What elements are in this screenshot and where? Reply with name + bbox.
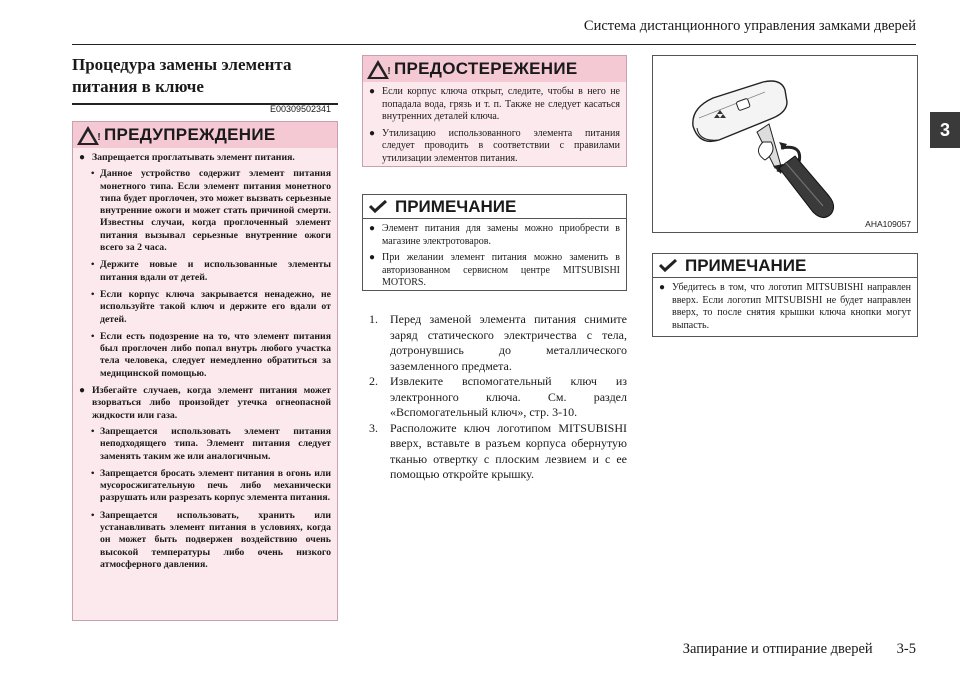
warning-subitem-text: Данное устройство содержит элемент питания монетного типа. Если элемент питания монетного типа будет проглочен, это может вызвать серьезные внутренние ожоги и может стать причиной смерти. Известны случаи, когда проглоченный элемент питания вызывал серьезные внутренние ожоги всего за 2 часа.	[100, 168, 331, 254]
page-footer	[683, 641, 916, 658]
note-item-text: Элемент питания для замены можно приобрести в магазине электротоваров.	[382, 223, 620, 247]
note-body	[653, 278, 917, 340]
warning-subitem: • Запрещается использовать элемент питания неподходящего типа. Элемент питания следует заменять таким же или аналогичным.	[91, 425, 331, 462]
warning-subitem: • Если корпус ключа закрывается ненадежно, не используйте такой ключ и держите его вдали от детей.	[91, 288, 331, 325]
caution-body	[363, 82, 626, 173]
warning-item-text: Запрещается проглатывать элемент питания.	[92, 152, 295, 163]
bullet-icon: ●	[79, 152, 86, 163]
warning-subitem-text: Держите новые и использованные элементы питания вдали от детей.	[100, 259, 331, 283]
warning-subitem-text: Запрещается использовать, хранить или устанавливать элемент питания в условиях, когда он может быть подвержен воздействию очень высокой температуры либо очень низкого атмосферного давления.	[100, 509, 331, 570]
warning-subitem-text: Запрещается бросать элемент питания в огонь или мусоросжигательную печь либо механически разрушать или разрезать корпус элемента питания.	[100, 467, 331, 504]
note-heading: ПРИМЕЧАНИЕ	[685, 255, 807, 275]
step-text: Извлеките вспомогательный ключ из электронного ключа. См. раздел «Вспомогательный ключ», стр. 3-10.	[390, 374, 627, 419]
caution-triangle-icon: !	[367, 60, 389, 79]
warning-heading: ПРЕДУПРЕЖДЕНИЕ	[104, 125, 276, 144]
bullet-icon: ●	[369, 127, 376, 139]
bullet-icon: ●	[659, 282, 666, 293]
caution-item-text: Утилизацию использованного элемента питания следует проводить в соответствии с правилами утилизации элементов питания.	[382, 127, 620, 164]
warning-subitem-text: Если корпус ключа закрывается ненадежно, не используйте такой ключ и держите его вдали от детей.	[100, 288, 331, 325]
step-number: 1.	[369, 312, 378, 326]
figure-caption: AHA109057	[865, 219, 911, 229]
note-item	[369, 252, 620, 290]
bullet-icon: ●	[369, 223, 376, 234]
note-body	[363, 219, 626, 298]
caution-header	[363, 56, 626, 82]
caution-item	[369, 86, 620, 124]
warning-triangle-icon: !	[77, 126, 99, 145]
step-text: Перед заменой элемента питания снимите заряд статического электричества с тела, дотронувшись до металлического заземленного предмета.	[390, 312, 627, 373]
warning-subitem: • Запрещается бросать элемент питания в огонь или мусоросжигательную печь либо механически разрушать или разрезать корпус элемента питания.	[91, 467, 331, 504]
caution-box	[362, 55, 627, 167]
caution-heading: ПРЕДОСТЕРЕЖЕНИЕ	[394, 59, 578, 78]
chapter-tab: 3	[930, 112, 960, 148]
note-box	[362, 194, 627, 291]
procedure-step	[369, 374, 627, 421]
caution-item	[369, 128, 620, 166]
section-code: E00309502341	[270, 104, 332, 114]
page-number: 3-5	[896, 641, 916, 657]
section-title: Процедура замены элемента питания в ключе	[72, 55, 292, 96]
note-heading: ПРИМЕЧАНИЕ	[395, 196, 517, 216]
warning-header	[73, 122, 337, 148]
note-header	[363, 195, 626, 219]
bullet-icon: ●	[369, 252, 376, 263]
key-screwdriver-drawing	[653, 56, 917, 232]
step-text: Расположите ключ логотипом MITSUBISHI вверх, вставьте в разъем корпуса обернутую тканью отвертку с плоским лезвием и с ее помощью откройте крышку.	[390, 420, 627, 481]
warning-item	[79, 385, 331, 422]
step-number: 3.	[369, 420, 378, 435]
note-item-text: Убедитесь в том, что логотип MITSUBISHI направлен вверх. Если логотип MITSUBISHI не будет направлен вверх, то после снятия крышки ключа кнопки могут выпасть.	[672, 282, 911, 331]
warning-subitem: • Держите новые и использованные элементы питания вдали от детей.	[91, 259, 331, 283]
warning-body	[73, 148, 337, 580]
warning-item-text: Избегайте случаев, когда элемент питания может взорваться либо произойдет утечка огнеопасной жидкости или газа.	[92, 385, 331, 421]
note-header	[653, 254, 917, 278]
warning-box	[72, 121, 338, 621]
warning-item	[79, 152, 331, 164]
running-header: Система дистанционного управления замками дверей	[583, 18, 916, 34]
bullet-icon: ●	[369, 86, 376, 97]
bullet-icon: ●	[79, 385, 86, 397]
warning-subitem: • Запрещается использовать, хранить или устанавливать элемент питания в условиях, когда он может быть подвержен воздействию очень высокой температуры либо очень низкого атмосферного давления.	[91, 509, 331, 570]
key-illustration	[652, 55, 918, 233]
note-box-2	[652, 253, 918, 337]
warning-subitem-text: Если есть подозрение на то, что элемент питания был проглочен либо попал внутрь любого участка тела человека, следует немедленно обратиться за медицинской помощью.	[100, 330, 331, 379]
warning-subitem: • Данное устройство содержит элемент питания монетного типа. Если элемент питания монетного типа будет проглочен, это может вызвать серьезные внутренние ожоги и может стать причиной смерти. Известны случаи, когда проглоченный элемент питания вызывал серьезные внутренние ожоги всего за 2 часа.	[91, 168, 331, 254]
procedure-step	[369, 421, 627, 483]
note-item	[659, 282, 911, 332]
section-heading-box	[72, 52, 338, 105]
procedure-step	[369, 312, 627, 374]
procedure-steps	[369, 312, 627, 483]
caution-item-text: Если корпус ключа открыт, следите, чтобы в него не попадала вода, грязь и т. п. Также не следует касаться внутренних деталей ключа.	[382, 86, 620, 122]
warning-subitem: • Если есть подозрение на то, что элемент питания был проглочен либо попал внутрь любого участка тела человека, следует немедленно обратиться за медицинской помощью.	[91, 330, 331, 379]
header-rule	[72, 44, 916, 45]
checkmark-icon	[659, 259, 677, 273]
note-item	[369, 223, 620, 248]
footer-section: Запирание и отпирание дверей	[682, 641, 873, 657]
warning-subitem-text: Запрещается использовать элемент питания неподходящего типа. Элемент питания следует заменять таким же или аналогичным.	[100, 425, 331, 462]
note-item-text: При желании элемент питания можно заменить в авторизованном сервисном центре MITSUBISHI MOTORS.	[382, 252, 620, 288]
step-number: 2.	[369, 374, 378, 388]
checkmark-icon	[369, 200, 387, 214]
